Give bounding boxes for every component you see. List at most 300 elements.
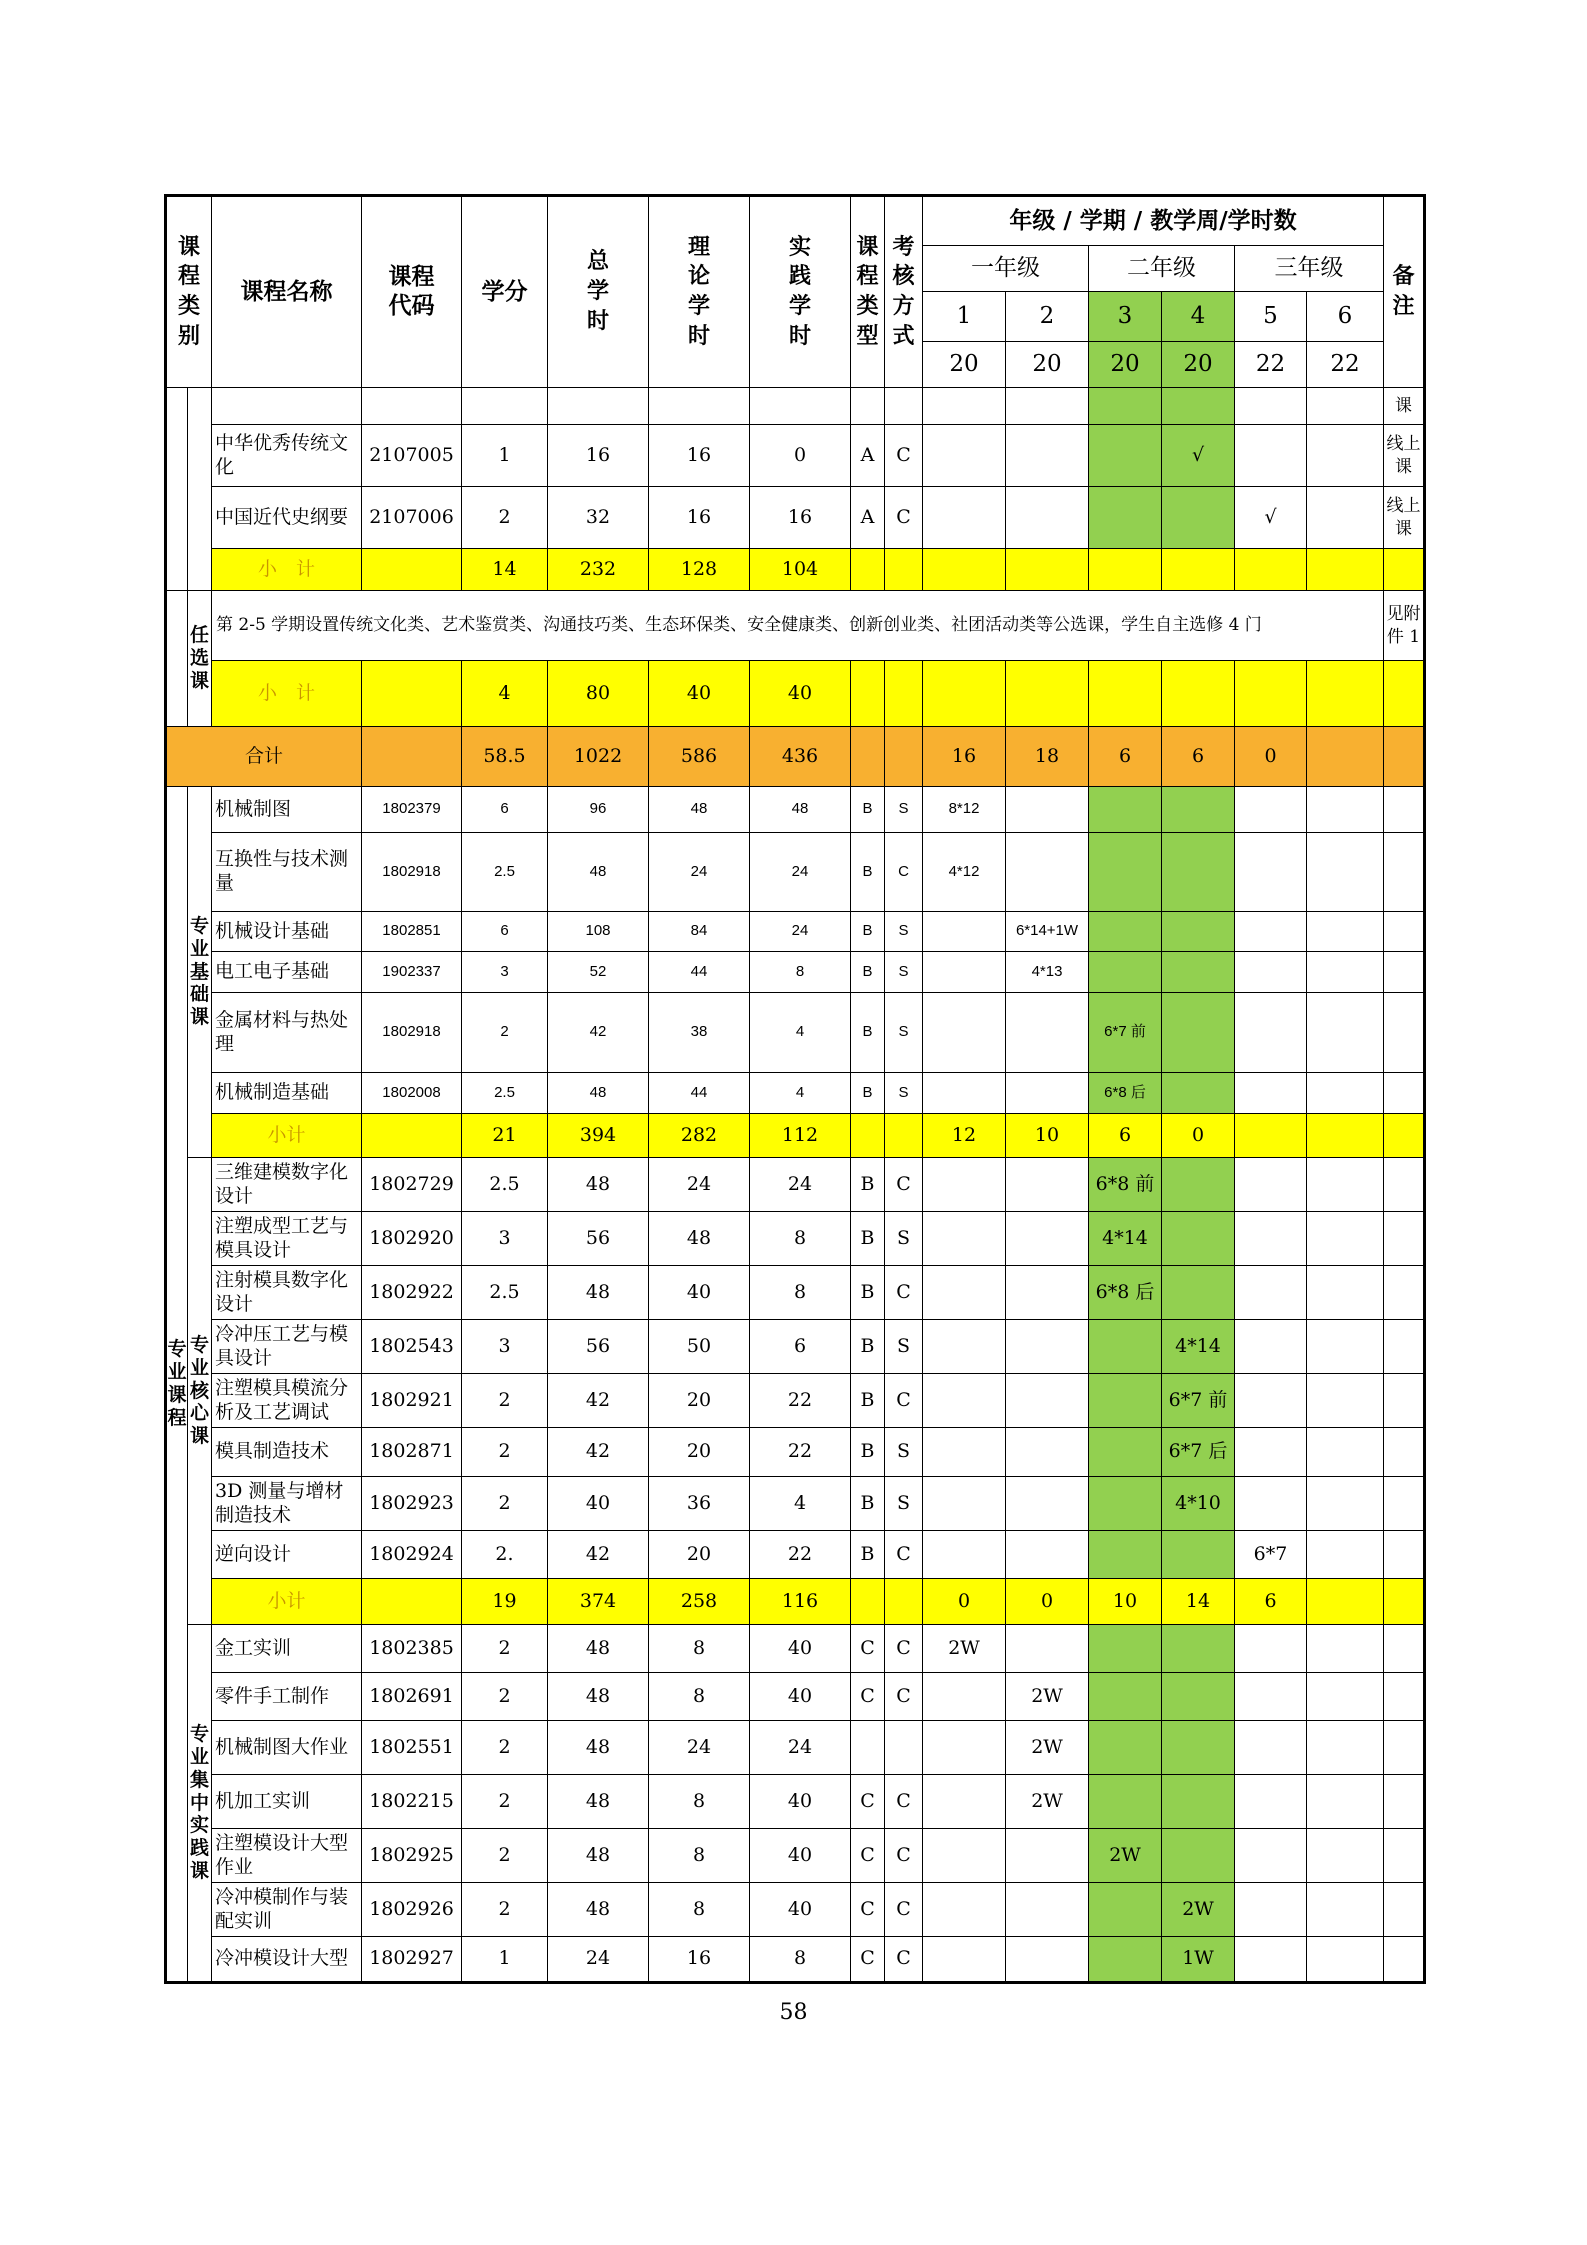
total-row [166,727,1425,787]
semester-cell [1162,787,1235,833]
remark-cell [1384,1266,1425,1320]
semester-hours-cell: √ [1162,425,1235,487]
semester-hours-cell: 6*7 前 [1162,1374,1235,1428]
subtotal-total-hours: 80 [548,661,649,727]
major-category [166,787,188,1983]
header-semester: 4 [1162,292,1235,342]
course-type: B [851,1266,885,1320]
course-credit: 2 [462,1374,548,1428]
semester-cell [1089,912,1162,952]
remark-cell: 线上课 [1384,487,1425,549]
table-cell [750,388,851,425]
header-remark [1384,196,1425,388]
course-total-hours: 48 [548,1625,649,1673]
course-credit: 2. [462,1531,548,1579]
table-cell [885,388,923,425]
course-code: 2107006 [362,487,462,549]
course-credit: 2 [462,993,548,1073]
semester-cell [1162,1775,1235,1829]
subtotal-type [851,661,885,727]
semester-cell [1006,1374,1089,1428]
total-theory-hours: 586 [649,727,750,787]
semester-cell [1162,1531,1235,1579]
course-theory-hours: 50 [649,1320,750,1374]
semester-cell [1235,1937,1307,1983]
course-practice-hours: 8 [750,952,851,993]
course-type: B [851,833,885,912]
course-name: 机械制造基础 [212,1073,362,1114]
course-total-hours: 42 [548,1374,649,1428]
semester-cell [923,1073,1006,1114]
course-name: 冷冲模制作与装配实训 [212,1883,362,1937]
semester-hours-cell: 6 [1089,1114,1162,1158]
vertical-text: 任 选 课 [189,624,209,692]
table-cell [462,388,548,425]
semester-cell [1162,1829,1235,1883]
subtotal-exam [885,661,923,727]
course-name: 冷冲模设计大型 [212,1937,362,1983]
course-practice-hours: 4 [750,1073,851,1114]
semester-cell [1307,1625,1384,1673]
course-credit: 2 [462,1829,548,1883]
semester-hours-cell: 4*12 [923,833,1006,912]
course-name: 逆向设计 [212,1531,362,1579]
course-code: 1802921 [362,1374,462,1428]
course-theory-hours: 16 [649,487,750,549]
semester-hours-cell: 14 [1162,1579,1235,1625]
semester-cell [1006,1428,1089,1477]
table-row [166,912,1425,952]
course-exam: C [885,1883,923,1937]
table-row [166,993,1425,1073]
subtotal-exam [885,1579,923,1625]
course-total-hours: 48 [548,1829,649,1883]
course-practice-hours: 0 [750,425,851,487]
course-exam: C [885,425,923,487]
course-total-hours: 32 [548,487,649,549]
course-type: B [851,1073,885,1114]
semester-hours-cell: 6*8 前 [1089,1158,1162,1212]
semester-cell [1006,1073,1089,1114]
course-credit: 2 [462,1625,548,1673]
semester-cell [1089,1374,1162,1428]
semester-hours-cell: 4*13 [1006,952,1089,993]
course-practice-hours: 40 [750,1883,851,1937]
core-category [188,1158,212,1625]
table-row [166,425,1425,487]
subtotal-code [362,661,462,727]
header-grade-title: 年级 / 学期 / 教学周/学时数 [923,196,1384,246]
header-weeks: 20 [1162,342,1235,388]
course-total-hours: 42 [548,993,649,1073]
course-code: 1802379 [362,787,462,833]
remark-cell [1384,1477,1425,1531]
course-code: 1802920 [362,1212,462,1266]
semester-cell [1235,1883,1307,1937]
course-credit: 1 [462,1937,548,1983]
subtotal-type [851,1579,885,1625]
course-theory-hours: 24 [649,1721,750,1775]
semester-cell [1235,1477,1307,1531]
course-exam: C [885,1531,923,1579]
semester-cell [1006,1625,1089,1673]
subtotal-practice-hours: 112 [750,1114,851,1158]
elective-category [188,591,212,727]
course-exam: C [885,487,923,549]
course-type: C [851,1775,885,1829]
course-theory-hours: 8 [649,1625,750,1673]
semester-cell [1235,993,1307,1073]
table-row [166,1374,1425,1428]
header-weeks: 20 [1006,342,1089,388]
course-type: B [851,787,885,833]
semester-cell [1235,952,1307,993]
course-name: 中华优秀传统文化 [212,425,362,487]
course-name: 零件手工制作 [212,1673,362,1721]
table-row [166,1158,1425,1212]
course-total-hours: 48 [548,1721,649,1775]
table-row [166,487,1425,549]
semester-hours-cell: 1W [1162,1937,1235,1983]
course-practice-hours: 24 [750,833,851,912]
semester-cell [1006,1320,1089,1374]
course-practice-hours: 24 [750,1721,851,1775]
semester-cell [1235,1158,1307,1212]
semester-cell [1235,1428,1307,1477]
subtotal-row [166,1579,1425,1625]
semester-cell [1235,912,1307,952]
subtotal-code [362,1579,462,1625]
course-practice-hours: 16 [750,487,851,549]
course-name: 电工电子基础 [212,952,362,993]
semester-cell [1235,833,1307,912]
header-semester: 5 [1235,292,1307,342]
semester-cell [1307,1320,1384,1374]
course-type: B [851,912,885,952]
course-exam: C [885,1937,923,1983]
course-practice-hours: 22 [750,1531,851,1579]
semester-cell [923,1775,1006,1829]
subtotal-theory-hours: 282 [649,1114,750,1158]
course-exam: S [885,1073,923,1114]
course-name: 机加工实训 [212,1775,362,1829]
semester-hours-cell: 2W [923,1625,1006,1673]
semester-cell [1006,1266,1089,1320]
course-code: 1802851 [362,912,462,952]
semester-cell [1307,388,1384,425]
semester-hours-cell: 2W [1006,1673,1089,1721]
course-exam: C [885,1625,923,1673]
header-grade-3: 三年级 [1235,246,1384,292]
semester-cell [1089,1531,1162,1579]
course-type: C [851,1673,885,1721]
semester-cell [1089,1775,1162,1829]
semester-cell [1089,425,1162,487]
course-code: 1802922 [362,1266,462,1320]
semester-cell [1162,549,1235,591]
course-theory-hours: 8 [649,1775,750,1829]
table-row [166,388,1425,425]
remark-cell [1384,1937,1425,1983]
semester-cell [1307,912,1384,952]
course-name: 冷冲压工艺与模具设计 [212,1320,362,1374]
semester-cell [1235,1673,1307,1721]
semester-hours-cell: 12 [923,1114,1006,1158]
semester-hours-cell: 0 [1006,1579,1089,1625]
table-row [166,1775,1425,1829]
course-exam: S [885,787,923,833]
semester-cell [1307,1477,1384,1531]
remark-cell [1384,787,1425,833]
course-credit: 2 [462,1883,548,1937]
semester-cell [1006,1829,1089,1883]
semester-cell [1006,1531,1089,1579]
semester-cell [1235,1266,1307,1320]
table-row [166,1829,1425,1883]
semester-hours-cell: 6*7 前 [1089,993,1162,1073]
course-theory-hours: 38 [649,993,750,1073]
total-practice-hours: 436 [750,727,851,787]
course-code: 1902337 [362,952,462,993]
semester-hours-cell: 6*7 后 [1162,1428,1235,1477]
subtotal-exam [885,549,923,591]
semester-cell [1006,549,1089,591]
table-row [166,787,1425,833]
semester-cell [923,912,1006,952]
semester-cell [1307,1158,1384,1212]
course-exam: C [885,1266,923,1320]
total-type [851,727,885,787]
semester-cell [1089,549,1162,591]
course-practice-hours: 4 [750,1477,851,1531]
total-code [362,727,462,787]
vertical-text: 理 论 学 时 [687,233,710,349]
subtotal-exam [885,1114,923,1158]
course-practice-hours: 40 [750,1625,851,1673]
course-credit: 2 [462,487,548,549]
course-theory-hours: 40 [649,1266,750,1320]
semester-cell [923,1883,1006,1937]
semester-cell [1235,549,1307,591]
course-practice-hours: 40 [750,1673,851,1721]
course-theory-hours: 84 [649,912,750,952]
semester-cell [1006,993,1089,1073]
subtotal-total-hours: 374 [548,1579,649,1625]
table-row [166,1073,1425,1114]
curriculum-table [164,194,1426,1984]
header-course-type [851,196,885,388]
table-cell [362,388,462,425]
course-name: 机械制图大作业 [212,1721,362,1775]
subtotal-credit: 21 [462,1114,548,1158]
semester-cell [1089,487,1162,549]
wrapped-text: 课程 代码 [388,263,435,319]
semester-cell [923,1158,1006,1212]
course-credit: 2 [462,1477,548,1531]
semester-cell [1162,1212,1235,1266]
total-total-hours: 1022 [548,727,649,787]
category-cell [166,388,188,591]
course-exam: C [885,1829,923,1883]
course-exam: S [885,912,923,952]
course-type: C [851,1829,885,1883]
semester-cell [1089,1721,1162,1775]
course-total-hours: 40 [548,1477,649,1531]
semester-cell [1307,1212,1384,1266]
course-name: 中国近代史纲要 [212,487,362,549]
remark-cell [1384,993,1425,1073]
course-credit: 3 [462,952,548,993]
semester-cell [923,549,1006,591]
course-credit: 2 [462,1721,548,1775]
semester-cell [1162,487,1235,549]
course-total-hours: 56 [548,1320,649,1374]
remark-cell [1384,1428,1425,1477]
semester-hours-cell: 2W [1162,1883,1235,1937]
semester-cell [1307,487,1384,549]
course-name: 机械设计基础 [212,912,362,952]
course-credit: 2.5 [462,1073,548,1114]
course-practice-hours: 24 [750,1158,851,1212]
elective-row [166,591,1425,661]
semester-cell [1162,1625,1235,1673]
course-exam: S [885,993,923,1073]
course-type: A [851,425,885,487]
semester-cell [1089,833,1162,912]
subtotal-credit: 4 [462,661,548,727]
course-theory-hours: 16 [649,1937,750,1983]
vertical-text: 课 程 类 别 [177,233,200,349]
course-theory-hours: 20 [649,1428,750,1477]
course-credit: 6 [462,787,548,833]
semester-hours-cell: 0 [1162,1114,1235,1158]
total-exam [885,727,923,787]
subtotal-type [851,549,885,591]
semester-hours-cell: √ [1235,487,1307,549]
semester-cell [1006,425,1089,487]
semester-hours-cell: 6 [1235,1579,1307,1625]
course-total-hours: 42 [548,1428,649,1477]
course-type: A [851,487,885,549]
semester-cell [923,1266,1006,1320]
course-code: 1802871 [362,1428,462,1477]
semester-cell [1307,1073,1384,1114]
course-code: 1802923 [362,1477,462,1531]
header-course-code [362,196,462,388]
subtotal-practice-hours: 40 [750,661,851,727]
semester-cell [923,1937,1006,1983]
course-total-hours: 16 [548,425,649,487]
semester-cell [923,1374,1006,1428]
semester-cell [1235,388,1307,425]
basic-category [188,787,212,1158]
course-exam: C [885,1374,923,1428]
semester-cell [1307,425,1384,487]
course-practice-hours: 4 [750,993,851,1073]
subtotal-row [166,661,1425,727]
course-exam: S [885,1212,923,1266]
semester-cell [1089,1883,1162,1937]
semester-hours-cell: 6*14+1W [1006,912,1089,952]
course-name: 金属材料与热处理 [212,993,362,1073]
semester-cell [1235,1114,1307,1158]
course-code: 1802551 [362,1721,462,1775]
course-practice-hours: 22 [750,1374,851,1428]
semester-cell [1307,1829,1384,1883]
semester-cell [1235,787,1307,833]
course-total-hours: 48 [548,1673,649,1721]
semester-cell [1162,1266,1235,1320]
vertical-text: 备 注 [1392,263,1415,319]
subtotal-code [362,549,462,591]
semester-cell [923,1477,1006,1531]
table-row [166,1673,1425,1721]
header-semester: 2 [1006,292,1089,342]
course-credit: 1 [462,425,548,487]
course-type [851,1721,885,1775]
semester-cell [1089,661,1162,727]
course-exam: S [885,1477,923,1531]
semester-cell [1006,1477,1089,1531]
remark-cell [1384,1158,1425,1212]
semester-cell [923,993,1006,1073]
remark-cell [1384,1721,1425,1775]
course-total-hours: 48 [548,1883,649,1937]
course-exam: C [885,1775,923,1829]
semester-cell [923,425,1006,487]
course-code: 1802925 [362,1829,462,1883]
total-label: 合计 [166,727,362,787]
remark-cell [1384,1320,1425,1374]
semester-cell [1307,1114,1384,1158]
course-name: 互换性与技术测量 [212,833,362,912]
course-total-hours: 48 [548,1158,649,1212]
course-name: 注塑模设计大型作业 [212,1829,362,1883]
course-practice-hours: 8 [750,1212,851,1266]
course-exam: S [885,952,923,993]
semester-hours-cell: 6 [1162,727,1235,787]
semester-cell [1162,833,1235,912]
course-theory-hours: 24 [649,833,750,912]
semester-cell [923,661,1006,727]
header-credit: 学分 [462,196,548,388]
course-total-hours: 56 [548,1212,649,1266]
remark-cell [1384,952,1425,993]
semester-cell [1307,1428,1384,1477]
course-type: C [851,1625,885,1673]
vertical-text: 考 核 方 式 [892,233,915,349]
remark-cell [1384,1673,1425,1721]
semester-cell [1162,1158,1235,1212]
header-weeks: 20 [1089,342,1162,388]
semester-cell [1089,1428,1162,1477]
course-name: 注射模具数字化设计 [212,1266,362,1320]
semester-hours-cell: 6*7 [1235,1531,1307,1579]
course-code: 1802729 [362,1158,462,1212]
semester-hours-cell: 2W [1006,1775,1089,1829]
remark-cell [1384,1883,1425,1937]
semester-cell [1235,661,1307,727]
subtotal-total-hours: 232 [548,549,649,591]
course-type: B [851,1212,885,1266]
course-code: 1802926 [362,1883,462,1937]
semester-cell [1162,952,1235,993]
subtotal-theory-hours: 40 [649,661,750,727]
semester-cell [1235,1829,1307,1883]
semester-hours-cell: 6*8 后 [1089,1266,1162,1320]
semester-cell [1089,1937,1162,1983]
subtotal-remark [1384,549,1425,591]
